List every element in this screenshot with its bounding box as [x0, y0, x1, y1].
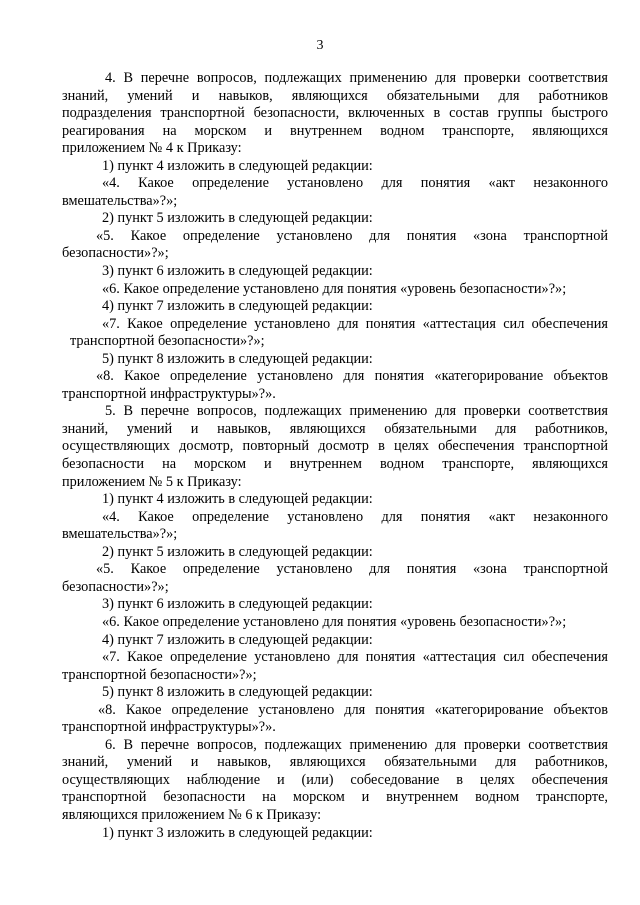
paragraph-line: «5. Какое определение установлено для понятия «зона транспортной	[96, 561, 608, 578]
paragraph-line: приложением № 5 к Приказу:	[62, 473, 242, 490]
paragraph-line: реагирования на морском и внутреннем водном транспорте, являющихся	[62, 122, 608, 139]
paragraph-line: 5. В перечне вопросов, подлежащих применению для проверки соответствия	[105, 403, 608, 420]
paragraph-line: знаний, умений и навыков, являющихся обязательными для работников,	[62, 420, 608, 437]
paragraph-line: «5. Какое определение установлено для понятия «зона транспортной	[96, 227, 608, 244]
list-item: 2) пункт 5 изложить в следующей редакции:	[102, 210, 373, 227]
list-item: 1) пункт 4 изложить в следующей редакции:	[102, 491, 373, 508]
paragraph-line: приложением № 4 к Приказу:	[62, 140, 242, 157]
paragraph-line: осуществляющих досмотр, повторный досмотр в целях обеспечения транспортной	[62, 438, 608, 455]
paragraph-line: осуществляющих наблюдение и (или) собеседование в целях обеспечения	[62, 771, 608, 788]
paragraph-line: «8. Какое определение установлено для понятия «категорирование объектов	[96, 368, 608, 385]
list-item: 2) пункт 5 изложить в следующей редакции:	[102, 543, 373, 560]
document-body	[62, 70, 608, 842]
paragraph-line: транспортной безопасности на морском и внутреннем водном транспорте,	[62, 789, 608, 806]
paragraph-line: транспортной безопасности»?»;	[70, 333, 265, 350]
list-item: 3) пункт 6 изложить в следующей редакции:	[102, 596, 373, 613]
paragraph-line: «6. Какое определение установлено для понятия «уровень безопасности»?»;	[102, 613, 567, 630]
paragraph-line: вмешательства»?»;	[62, 526, 178, 543]
paragraph-line: «4. Какое определение установлено для понятия «акт незаконного	[102, 508, 608, 525]
paragraph-line: «6. Какое определение установлено для понятия «уровень безопасности»?»;	[102, 280, 567, 297]
paragraph-line: знаний, умений и навыков, являющихся обязательными для работников,	[62, 754, 608, 771]
list-item: 5) пункт 8 изложить в следующей редакции:	[102, 350, 373, 367]
paragraph-line: «7. Какое определение установлено для понятия «аттестация сил обеспечения	[102, 315, 608, 332]
list-item: 4) пункт 7 изложить в следующей редакции:	[102, 298, 373, 315]
paragraph-line: 4. В перечне вопросов, подлежащих применению для проверки соответствия	[105, 70, 608, 86]
paragraph-line: безопасности»?»;	[62, 578, 169, 595]
paragraph-line: «8. Какое определение установлено для понятия «категорирование объектов	[98, 701, 608, 718]
list-item: 3) пункт 6 изложить в следующей редакции:	[102, 263, 373, 280]
paragraph-line: «4. Какое определение установлено для понятия «акт незаконного	[102, 175, 608, 192]
paragraph-line: безопасности»?»;	[62, 245, 169, 262]
page-number: 3	[316, 38, 324, 53]
paragraph-line: безопасности на морском и внутреннем водном транспорте, являющихся	[62, 456, 608, 473]
list-item: 4) пункт 7 изложить в следующей редакции:	[102, 631, 373, 648]
paragraph-line: знаний, умений и навыков, являющихся обязательными для работников	[62, 87, 608, 104]
paragraph-line: подразделения транспортной безопасности, включенных в состав группы быстрого	[62, 105, 608, 122]
list-item: 5) пункт 8 изложить в следующей редакции:	[102, 684, 373, 701]
paragraph-line: «7. Какое определение установлено для понятия «аттестация сил обеспечения	[102, 649, 608, 666]
paragraph-line: 6. В перечне вопросов, подлежащих применению для проверки соответствия	[105, 736, 608, 753]
list-item: 1) пункт 3 изложить в следующей редакции:	[102, 824, 373, 841]
paragraph-line: являющихся приложением № 6 к Приказу:	[62, 806, 322, 823]
paragraph-line: вмешательства»?»;	[62, 192, 178, 209]
paragraph-line: транспортной безопасности»?»;	[62, 666, 257, 683]
list-item: 1) пункт 4 изложить в следующей редакции:	[102, 157, 373, 174]
paragraph-line: транспортной инфраструктуры»?».	[62, 719, 276, 736]
paragraph-line: транспортной инфраструктуры»?».	[62, 385, 276, 402]
